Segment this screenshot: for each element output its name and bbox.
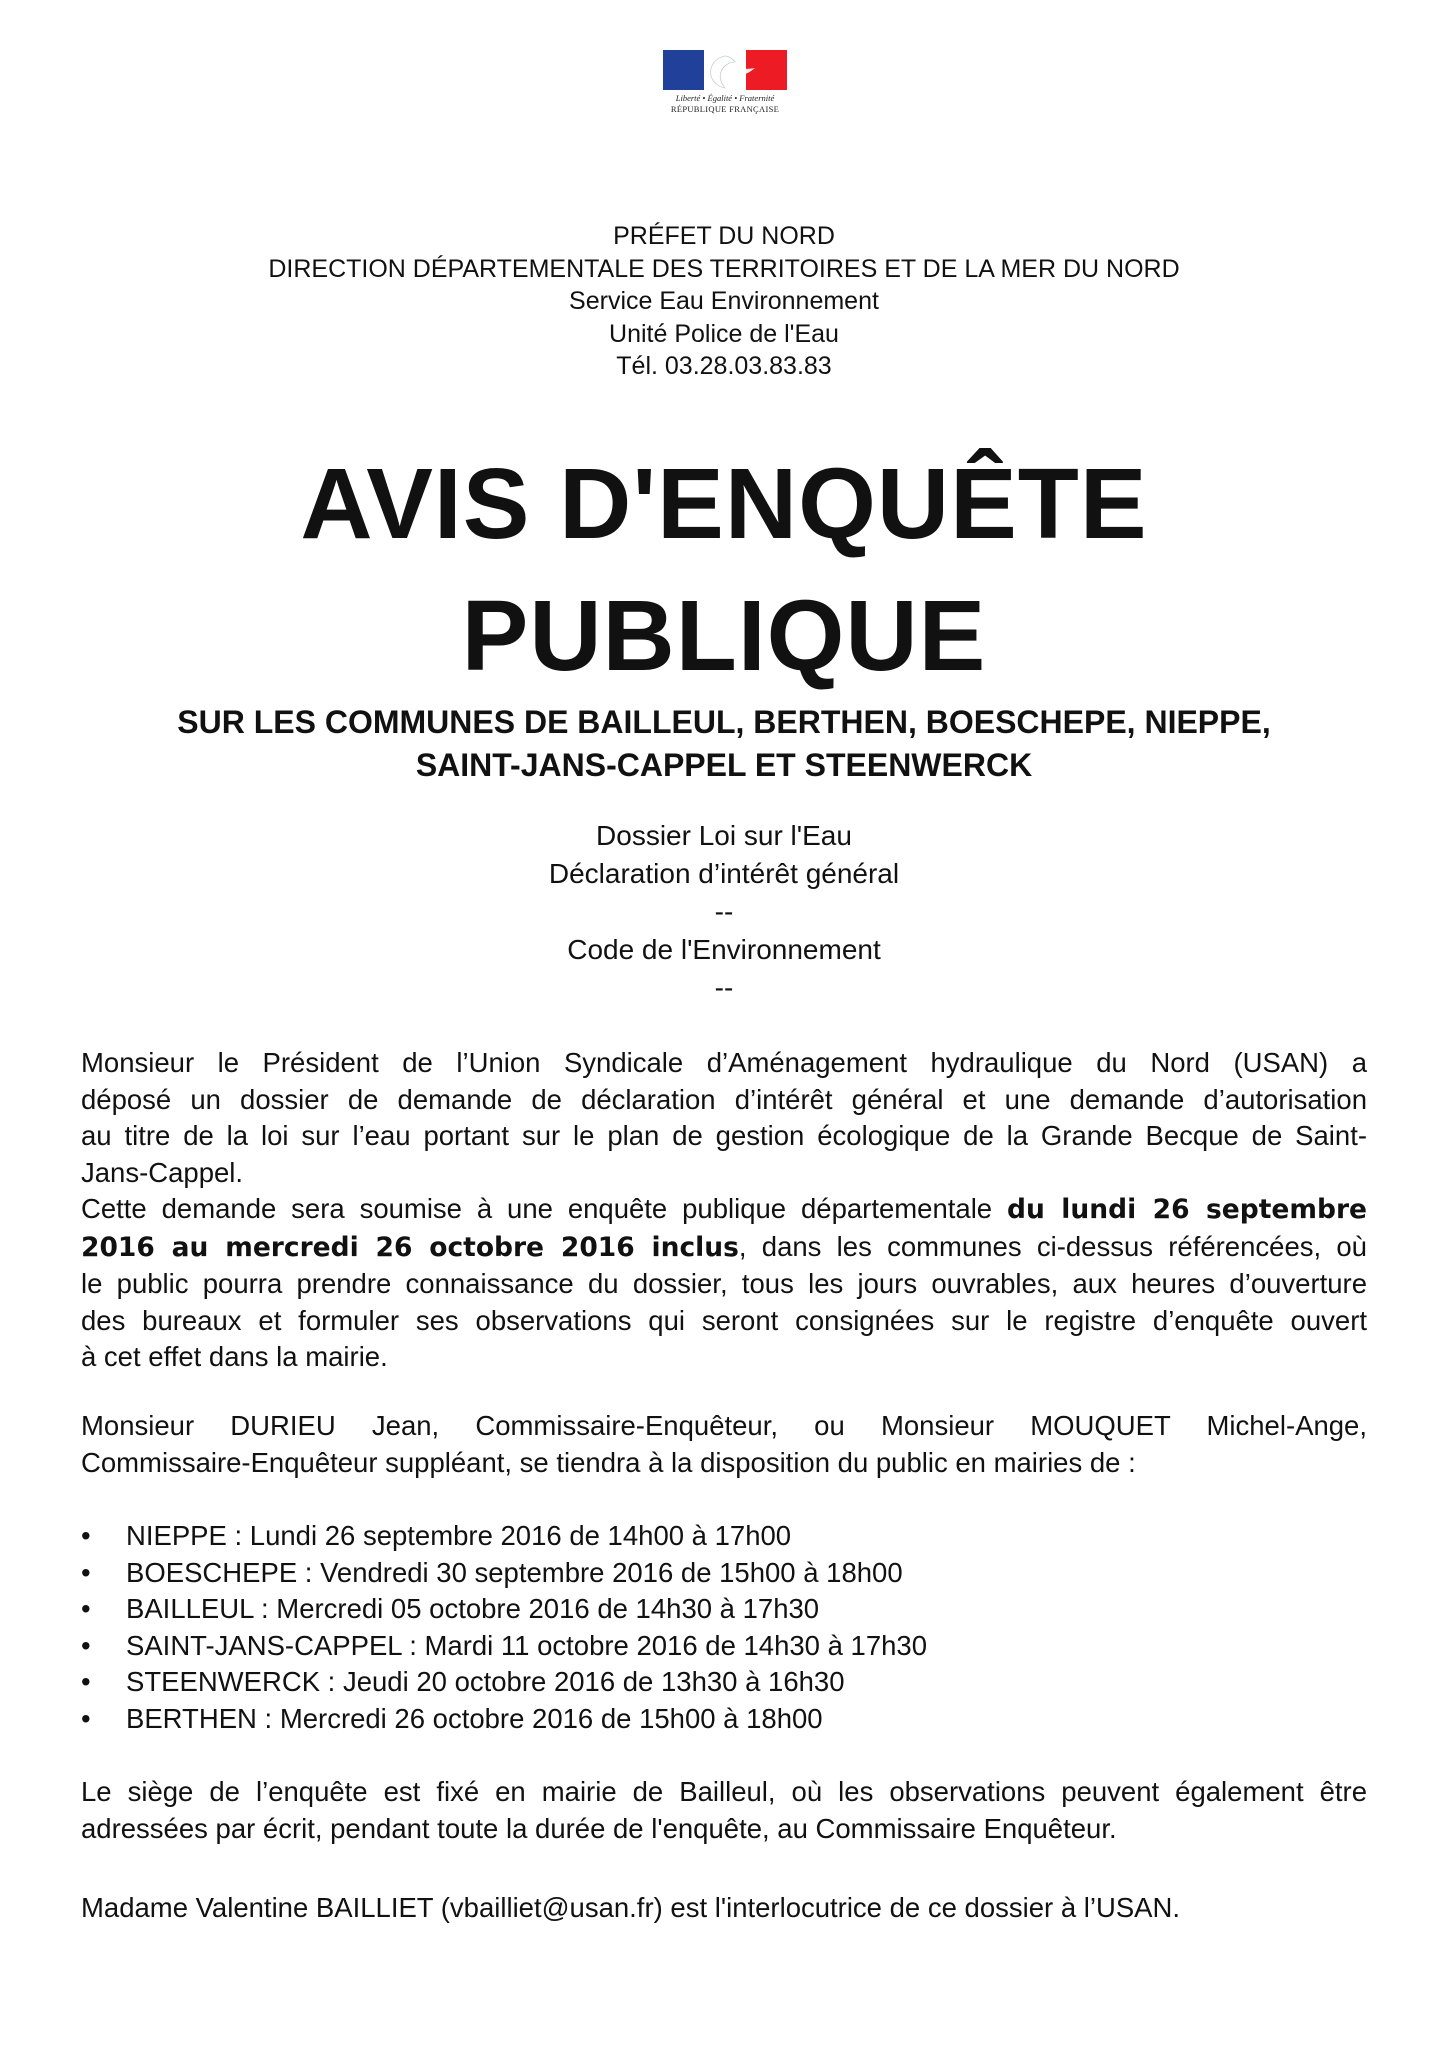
permanence-item: [81, 1591, 1367, 1628]
permanence-item: [81, 1518, 1367, 1555]
paragraph-text: Cette demande sera soumise à une enquête publique départementale: [81, 1193, 1007, 1224]
paragraph-line: [81, 1229, 1367, 1267]
paragraph-line: le public pourra prendre connaissance du dossier, tous les jours ouvrables, aux heures d’ouverture: [81, 1268, 1367, 1299]
issuer-header: [0, 220, 1448, 383]
permanence-text: SAINT-JANS-CAPPEL : Mardi 11 octobre 2016 de 14h30 à 17h30: [126, 1629, 928, 1661]
paragraph-line: au titre de la loi sur l’eau portant sur le plan de gestion écologique de la Grande Becque de Saint-: [81, 1120, 1367, 1151]
permanence-text: BAILLEUL : Mercredi 05 octobre 2016 de 14h30 à 17h30: [126, 1593, 820, 1624]
header-line-prefet: PRÉFET DU NORD: [613, 222, 835, 250]
header-line-service: Service Eau Environnement: [569, 287, 879, 315]
permanence-item: [81, 1664, 1367, 1701]
dossier-separator: --: [714, 972, 734, 1003]
paragraph-line: des bureaux et formuler ses observations qui seront consignées sur le registre d’enquête ouvert: [81, 1304, 1367, 1336]
dossier-separator: --: [714, 896, 734, 927]
enquete-dates-bold: du lundi 26 septembre: [1007, 1194, 1367, 1225]
bullet-icon: •: [81, 1593, 91, 1624]
marianne-flag-icon: [663, 50, 787, 90]
paragraph-line: à cet effet dans la mairie.: [81, 1341, 388, 1372]
dossier-code-environnement: Code de l'Environnement: [567, 934, 881, 965]
paragraph-line: adressées par écrit, pendant toute la durée de l'enquête, au Commissaire Enquêteur.: [81, 1812, 1117, 1844]
header-line-telephone: Tél. 03.28.03.83.83: [616, 352, 832, 380]
logo-motto: Liberté • Égalité • Fraternité: [675, 93, 775, 103]
paragraph-line: Monsieur DURIEU Jean, Commissaire-Enquêteur, ou Monsieur MOUQUET Michel-Ange,: [81, 1410, 1367, 1441]
bullet-icon: •: [81, 1556, 91, 1588]
paragraph-contact: [81, 1890, 1367, 1927]
paragraph-line: Monsieur le Président de l’Union Syndicale d’Aménagement hydraulique du Nord (USAN) a: [81, 1047, 1367, 1078]
bullet-icon: •: [81, 1702, 91, 1734]
permanence-text: STEENWERCK : Jeudi 20 octobre 2016 de 13h30 à 16h30: [126, 1666, 845, 1697]
paragraph-siege: [81, 1774, 1367, 1847]
subtitle-line-1: SUR LES COMMUNES DE BAILLEUL, BERTHEN, BOESCHEPE, NIEPPE,: [177, 704, 1271, 740]
paragraph-demande: [81, 1045, 1367, 1376]
title-line-1: AVIS D'ENQUÊTE: [300, 448, 1148, 560]
title-line-2: PUBLIQUE: [461, 580, 987, 692]
subtitle-line-2: SAINT-JANS-CAPPEL ET STEENWERCK: [415, 747, 1033, 783]
communes-subtitle: [0, 701, 1448, 787]
permanence-item: [81, 1701, 1367, 1738]
logo-republic-text: RÉPUBLIQUE FRANÇAISE: [670, 104, 780, 114]
paragraph-line: Le siège de l’enquête est fixé en mairie de Bailleul, où les observations peuvent également être: [81, 1776, 1367, 1807]
paragraph-line: [81, 1191, 1367, 1229]
paragraph-line: déposé un dossier de demande de déclaration d’intérêt général et une demande d’autorisation: [81, 1083, 1367, 1115]
permanence-text: BOESCHEPE : Vendredi 30 septembre 2016 de 15h00 à 18h00: [126, 1556, 903, 1588]
dossier-loi-eau: Dossier Loi sur l'Eau: [596, 820, 852, 851]
permanence-text: BERTHEN : Mercredi 26 octobre 2016 de 15h00 à 18h00: [126, 1702, 823, 1734]
bullet-icon: •: [81, 1666, 91, 1697]
permanences-list: [81, 1518, 1367, 1737]
bullet-icon: •: [81, 1629, 91, 1661]
paragraph-line: Commissaire-Enquêteur suppléant, se tiendra à la disposition du public en mairies de :: [81, 1446, 1136, 1478]
paragraph-text: , dans les communes ci-dessus référencées, où: [738, 1230, 1367, 1262]
enquete-dates-bold: 2016 au mercredi 26 octobre 2016 inclus: [81, 1231, 739, 1263]
header-line-direction: DIRECTION DÉPARTEMENTALE DES TERRITOIRES ET DE LA MER DU NORD: [268, 254, 1180, 283]
republique-francaise-logo: [663, 50, 787, 114]
contact-line: Madame Valentine BAILLIET (vbailliet@usan.fr) est l'interlocutrice de ce dossier à l’USAN.: [81, 1892, 1181, 1923]
page-title: [0, 438, 1448, 702]
bullet-icon: •: [81, 1520, 91, 1551]
paragraph-line: Jans-Cappel.: [81, 1156, 244, 1188]
dossier-block: [0, 817, 1448, 1007]
permanence-item: [81, 1555, 1367, 1592]
header-line-unite: Unité Police de l'Eau: [609, 319, 839, 348]
dossier-declaration: Déclaration d’intérêt général: [548, 858, 900, 889]
paragraph-commissaire: [81, 1408, 1367, 1481]
permanence-text: NIEPPE : Lundi 26 septembre 2016 de 14h00 à 17h00: [126, 1520, 792, 1551]
permanence-item: [81, 1628, 1367, 1665]
